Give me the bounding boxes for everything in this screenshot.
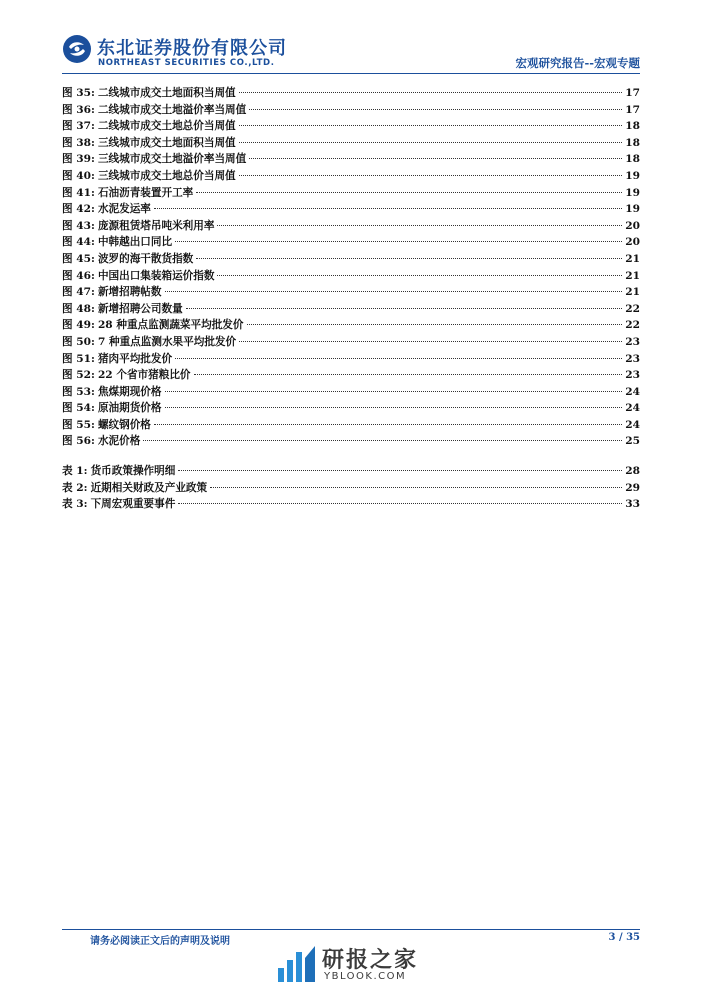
toc-label: 表 1:	[62, 465, 88, 477]
toc-title: 中国出口集装箱运价指数	[97, 269, 215, 282]
toc-figure-entry[interactable]	[62, 284, 640, 301]
toc-page-number: 17	[625, 87, 640, 99]
toc-label: 表 3:	[62, 498, 88, 511]
toc-leader-dots	[165, 291, 623, 292]
toc-leader-dots	[217, 275, 622, 276]
toc-title: 近期相关财政及产业政策	[90, 481, 208, 494]
toc-leader-dots	[249, 158, 622, 159]
toc-page-number: 18	[625, 120, 640, 133]
toc-figure-entry[interactable]	[62, 201, 640, 218]
company-name-en: NORTHEAST SECURITIES CO.,LTD.	[98, 58, 275, 68]
toc-figure-entry[interactable]	[62, 317, 640, 334]
toc-label: 图 37:	[62, 120, 95, 133]
toc-page-number: 18	[625, 153, 640, 166]
toc-page-number: 24	[625, 385, 640, 398]
toc-title: 二线城市成交土地溢价率当周值	[97, 103, 247, 116]
toc-leader-dots	[186, 308, 623, 309]
page-header	[0, 0, 702, 75]
toc-figure-entry[interactable]	[62, 85, 640, 102]
toc-title: 猪肉平均批发价	[97, 352, 173, 365]
toc-label: 图 38:	[62, 136, 95, 149]
toc-leader-dots	[154, 424, 622, 425]
toc-label: 图 44:	[62, 236, 95, 249]
company-name-cn: 东北证券股份有限公司	[97, 38, 287, 59]
toc-label: 图 48:	[62, 302, 95, 315]
toc-page-number: 23	[625, 369, 640, 382]
toc-title: 28 种重点监测蔬菜平均批发价	[97, 319, 244, 332]
toc-leader-dots	[196, 192, 622, 193]
toc-page-number: 20	[625, 236, 640, 249]
toc-title: 水泥价格	[97, 435, 141, 448]
toc-page-number: 24	[625, 418, 640, 431]
toc-figure-entry[interactable]	[62, 433, 640, 450]
toc-figure-entry[interactable]	[62, 185, 640, 202]
table-list	[62, 463, 640, 513]
toc-leader-dots	[249, 109, 622, 110]
watermark-domain: YBLOOK.COM	[324, 971, 407, 982]
toc-figure-entry[interactable]	[62, 367, 640, 384]
toc-page-number: 23	[625, 335, 640, 348]
toc-label: 图 36:	[62, 103, 95, 116]
toc-label: 图 45:	[62, 252, 95, 265]
toc-label: 图 40:	[62, 169, 95, 182]
toc-table-entry[interactable]	[62, 480, 640, 497]
toc-label: 图 55:	[62, 418, 95, 431]
toc-leader-dots	[247, 324, 623, 325]
toc-page-number: 21	[625, 286, 640, 299]
toc-page-number: 28	[625, 465, 640, 477]
page-number-indicator: 3 / 35	[608, 932, 640, 943]
watermark-name: 研报之家	[322, 948, 419, 973]
toc-figure-entry[interactable]	[62, 135, 640, 152]
toc-leader-dots	[239, 92, 623, 93]
toc-page-number: 22	[625, 302, 640, 315]
toc-title: 新增招聘帖数	[97, 286, 162, 299]
toc-leader-dots	[194, 374, 623, 375]
toc-figure-entry[interactable]	[62, 234, 640, 251]
toc-page-number: 19	[625, 169, 640, 182]
toc-table-entry[interactable]	[62, 463, 640, 480]
toc-leader-dots	[239, 175, 623, 176]
toc-figure-entry[interactable]	[62, 384, 640, 401]
toc-title: 庞源租赁塔吊吨米利用率	[97, 219, 215, 232]
toc-leader-dots	[178, 503, 622, 504]
figure-list	[62, 85, 640, 450]
toc-leader-dots	[175, 358, 622, 359]
toc-page-number: 20	[625, 219, 640, 232]
toc-leader-dots	[210, 487, 622, 488]
toc-leader-dots	[239, 341, 622, 342]
toc-figure-entry[interactable]	[62, 351, 640, 368]
toc-page-number: 29	[625, 481, 640, 494]
toc-page-number: 23	[625, 352, 640, 365]
toc-title: 下周宏观重要事件	[90, 498, 176, 511]
toc-figure-entry[interactable]	[62, 168, 640, 185]
toc-title: 22 个省市猪粮比价	[97, 369, 191, 382]
toc-title: 螺纹钢价格	[97, 418, 151, 431]
toc-label: 图 42:	[62, 203, 95, 216]
toc-table-entry[interactable]	[62, 496, 640, 513]
toc-page-number: 25	[625, 435, 640, 448]
toc-figure-entry[interactable]	[62, 417, 640, 434]
toc-figure-entry[interactable]	[62, 151, 640, 168]
toc-label: 图 46:	[62, 269, 95, 282]
toc-figure-entry[interactable]	[62, 102, 640, 119]
toc-page-number: 19	[625, 203, 640, 216]
toc-leader-dots	[165, 407, 623, 408]
toc-label: 图 47:	[62, 286, 95, 299]
toc-label: 图 54:	[62, 402, 95, 415]
toc-title: 石油沥青装置开工率	[97, 186, 194, 199]
footer-disclaimer: 请务必阅读正文后的声明及说明	[90, 936, 230, 947]
toc-page-number: 18	[625, 136, 640, 149]
toc-title: 波罗的海干散货指数	[97, 252, 194, 265]
toc-title: 焦煤期现价格	[97, 385, 162, 398]
footer-divider	[62, 929, 640, 930]
toc-leader-dots	[175, 241, 622, 242]
toc-label: 图 50:	[62, 335, 95, 348]
toc-title: 7 种重点监测水果平均批发价	[97, 335, 237, 348]
toc-label: 表 2:	[62, 481, 88, 494]
toc-title: 新增招聘公司数量	[97, 302, 183, 315]
toc-label: 图 56:	[62, 435, 95, 448]
toc-leader-dots	[143, 440, 622, 441]
toc-figure-entry[interactable]	[62, 251, 640, 268]
toc-page-number: 19	[625, 186, 640, 199]
toc-page-number: 21	[625, 269, 640, 282]
toc-title: 中韩越出口同比	[97, 236, 173, 249]
toc-page-number: 17	[625, 103, 640, 116]
toc-label: 图 41:	[62, 186, 95, 199]
toc-label: 图 49:	[62, 319, 95, 332]
toc-leader-dots	[239, 125, 623, 126]
header-divider	[62, 73, 640, 74]
toc-figure-entry[interactable]	[62, 334, 640, 351]
toc-title: 货币政策操作明细	[90, 465, 176, 477]
toc-title: 水泥发运率	[97, 203, 151, 216]
toc-leader-dots	[178, 470, 622, 471]
northeast-securities-logo-icon	[62, 34, 92, 64]
toc-figure-entry[interactable]	[62, 400, 640, 417]
toc-title: 三线城市成交土地总价当周值	[97, 169, 236, 182]
toc-title: 原油期货价格	[97, 402, 162, 415]
toc-label: 图 53:	[62, 385, 95, 398]
toc-figure-entry[interactable]	[62, 118, 640, 135]
toc-title: 二线城市成交土地面积当周值	[97, 87, 236, 99]
toc-title: 三线城市成交土地溢价率当周值	[97, 153, 247, 166]
report-type: 宏观研究报告--宏观专题	[515, 56, 640, 70]
toc-page-number: 21	[625, 252, 640, 265]
toc-title: 二线城市成交土地总价当周值	[97, 120, 236, 133]
toc-figure-entry[interactable]	[62, 218, 640, 235]
toc-page-number: 24	[625, 402, 640, 415]
toc-label: 图 52:	[62, 369, 95, 382]
toc-leader-dots	[239, 142, 623, 143]
toc-label: 图 39:	[62, 153, 95, 166]
toc-leader-dots	[165, 391, 623, 392]
toc-figure-entry[interactable]	[62, 268, 640, 285]
toc-page-number: 22	[625, 319, 640, 332]
toc-title: 三线城市成交土地面积当周值	[97, 136, 236, 149]
toc-label: 图 43:	[62, 219, 95, 232]
toc-page-number: 33	[625, 498, 640, 511]
toc-leader-dots	[217, 225, 622, 226]
toc-figure-entry[interactable]	[62, 301, 640, 318]
chart-bars-icon	[276, 944, 316, 984]
toc-leader-dots	[154, 208, 622, 209]
toc-label: 图 51:	[62, 352, 95, 365]
toc-leader-dots	[196, 258, 622, 259]
toc-label: 图 35:	[62, 87, 95, 99]
